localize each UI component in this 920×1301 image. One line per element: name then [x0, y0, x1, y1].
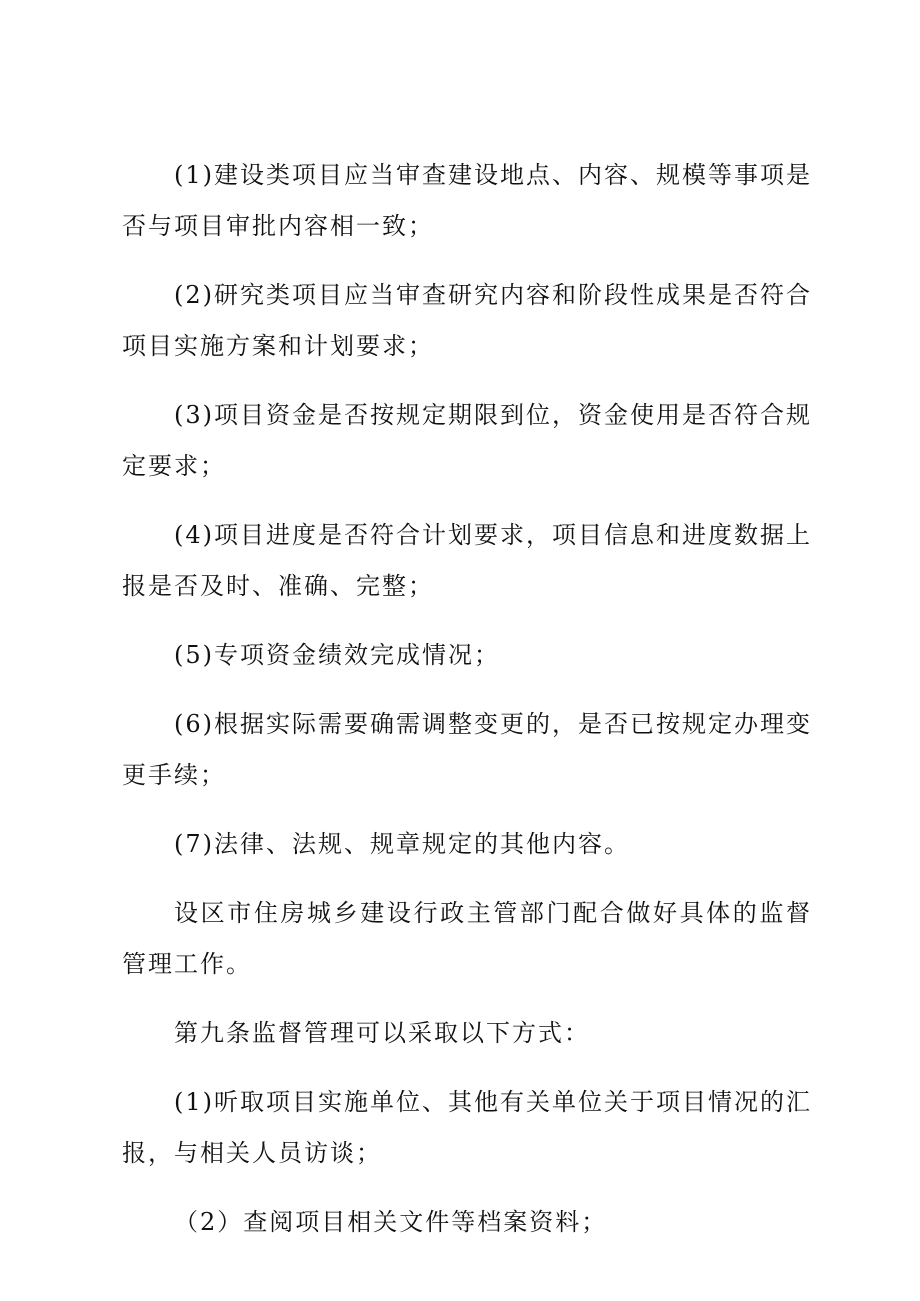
document-body — [122, 150, 812, 1266]
paragraph-item-4: (4)项目进度是否符合计划要求，项目信息和进度数据上报是否及时、准确、完整； — [122, 521, 812, 600]
paragraph-coordination: 设区市住房城乡建设行政主管部门配合做好具体的监督管理工作。 — [122, 899, 812, 978]
paragraph-item-5: (5)专项资金绩效完成情况； — [174, 641, 500, 669]
paragraph-item-1: (1)建设类项目应当审查建设地点、内容、规模等事项是否与项目审批内容相一致； — [122, 161, 812, 240]
paragraph-method-2: （2）查阅项目相关文件等档案资料； — [174, 1208, 608, 1236]
paragraph-method-1: (1)听取项目实施单位、其他有关单位关于项目情况的汇报，与相关人员访谈； — [122, 1088, 812, 1167]
paragraph-item-2: (2)研究类项目应当审查研究内容和阶段性成果是否符合项目实施方案和计划要求； — [122, 281, 812, 360]
paragraph-item-7: (7)法律、法规、规章规定的其他内容。 — [174, 830, 630, 858]
paragraph-item-6: (6)根据实际需要确需调整变更的，是否已按规定办理变更手续； — [122, 710, 812, 789]
paragraph-item-3: (3)项目资金是否按规定期限到位，资金使用是否符合规定要求； — [122, 401, 812, 480]
article-nine-heading: 第九条监督管理可以采取以下方式： — [174, 1019, 590, 1047]
